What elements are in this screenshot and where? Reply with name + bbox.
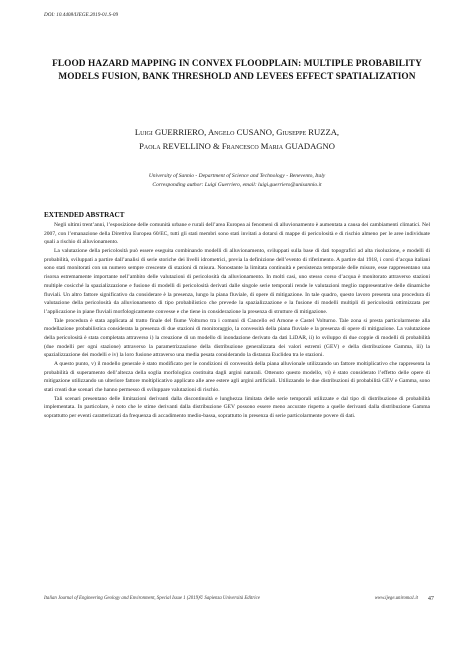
paragraph: Negli ultimi trent’anni, l’esposizione delle comunità urbane e rurali dell’area Europea ai fenomeni di alluvionamento è aumentata a causa dei cambiamenti climatici. Nel 2007, con l’emanazione della Direttiva Europea 60/EC, tutti gli stati membri sono stati invitati a dotarsi di mappe di pericolosità e di rischio almeno per le aree individuate quali a rischio di alluvionamento. <box>44 222 430 246</box>
paragraph: Tale procedura è stata applicata al tratto finale del fiume Volturno tra i comuni di Cancello ed Arnone e Castel Volturno. Tale zona si presta particolarmente alla modellazione probabilistica considerata la presenza di due stazioni di monitoraggio, la convessità della piana fluviale e la presenza di opere di mitigazione. La valutazione della pericolosità è stata completata attraverso i) la creazione di un modello di inondazione derivato da dati LiDAR, ii) lo sviluppo di due coppie di modelli di probabilità (due modelli per ogni stazione) attraverso la parametrizzazione della distribuzione generalizzata dei valori estremi (GEV) e della distribuzione Gamma, iii) la spazializzazione dei modelli e iv) la loro fusione attraverso una media pesata considerando la distanza Euclidea tra le stazioni. <box>44 317 430 359</box>
doi-label: DOI: 10.4408/IJEGE.2019-01.S-09 <box>44 12 119 18</box>
section-heading: EXTENDED ABSTRACT <box>44 211 125 219</box>
corresponding-author: Corresponding author: Luigi Guerriero, email: luigi.guerriero@unisannio.it <box>152 181 322 188</box>
affiliation <box>40 172 434 189</box>
page-number: 47 <box>427 595 434 602</box>
journal-url: www.ijege.uniroma1.it <box>374 596 418 601</box>
title-line-2: MODELS FUSION, BANK THRESHOLD AND LEVEES EFFECT SPATIALIZATION <box>58 72 416 82</box>
author-list <box>40 125 434 153</box>
authors-line-2: Paola REVELLINO & Francesco Maria GUADAGNO <box>139 141 335 151</box>
paragraph: A questo punto, v) il modello generale è stato modificato per le condizioni di convessità della piana alluvionale utilizzando un fattore moltiplicativo che rappresenta la probabilità di superamento dell’altezza della soglia morfologica costituita dagli argini naturali. Ottenuto questo modello, vi) è stato considerato l’effetto delle opere di mitigazione utilizzando un ulteriore fattore moltiplicativo applicato alle aree estere agli argini artificiali. Utilizzando le due distribuzioni di probabilità GEV e Gamma, sono stati creati due scenari che hanno permesso di sviluppare valutazioni di rischio. <box>44 361 430 394</box>
paragraph: Tali scenari presentano delle limitazioni derivanti dalla discontinuità e lunghezza limitata delle serie temporali utilizzate e dal tipo di distribuzione di probabilità implementata. In particolare, è noto che le stime derivanti dalla distribuzione GEV possono essere meno accurate rispetto a quelle derivanti dalla distribuzione Gamma soprattutto per eventi caratterizzati da frequenza di accadimento medio-bassa, soprattutto in presenza di serie particolarmente povere di dati. <box>44 395 430 420</box>
paper-title <box>30 58 444 84</box>
abstract-body <box>44 221 430 421</box>
title-line-1: FLOOD HAZARD MAPPING IN CONVEX FLOODPLAIN: MULTIPLE PROBABILITY <box>52 59 422 69</box>
paragraph: La valutazione della pericolosità può essere eseguita combinando modelli di alluvionamento, sviluppati sulla base di dati topografici ad alta risoluzione, e modelli di probabilità, sviluppati a partire dall’analisi di serie storiche dei livelli idrometrici, previa la definizione dell’evento di riferimento. A partire dal 1918, i corsi d’acqua italiani sono stati monitorati con un numero sempre crescente di stazioni di misura. Nonostante la limitata continuità e persistenza temporale delle misure, esse rappresentano una risorsa estremamente importante nell’ambito delle valutazioni di pericolosità da alluvionamento. In molti casi, uno stesso corso d’acqua è monitorato attraverso stazioni multiple cosicché la spazializzazione e fusione di modelli di pericolosità derivati dalle singole serie temporali rende le valutazioni meglio rappresentative delle dinamiche fluviali. Un altro fattore significativo da considerare è la presenza, lungo la piana fluviale, di opere di mitigazione. In tale quadro, questo lavoro presenta una procedura di valutazione della pericolosità da alluvionamento di tipo probabilistico che prevede la spazializzazione e la fusione di modelli multipli di pericolosità ottimizzata per l’applicazione in piane fluviali morfologicamente convesse e che tiene in considerazione la presenza di strutture di mitigazione. <box>44 248 430 315</box>
journal-citation: Italian Journal of Engineering Geology and Environment, Special Issue 1 (2019)© Sapienza Università Editrice <box>44 596 260 601</box>
authors-line-1: Luigi GUERRIERO, Angelo CUSANO, Giuseppe RUZZA, <box>134 127 340 137</box>
affiliation-line-1: University of Sannio - Department of Science and Technology - Benevento, Italy <box>148 173 326 179</box>
